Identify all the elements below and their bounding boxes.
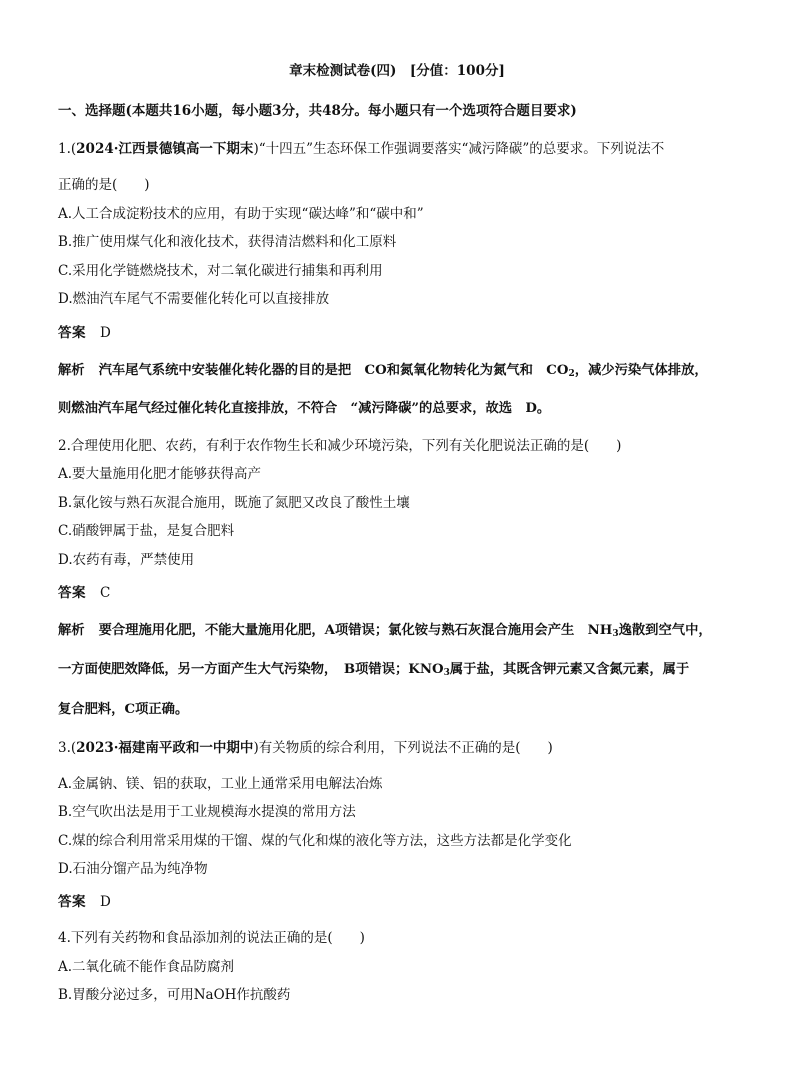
question-1-analysis-line-1 [58,362,708,380]
question-3-option-b: B.空气吹出法是用于工业规模海水提溴的常用方法 [58,804,356,820]
question-3-prefix: 3.( [58,740,77,756]
analysis-text: 一方面使肥效降低，另一方面产生大气污染物， B项错误；KNO [58,662,444,677]
question-1-stem-a: )“十四五”生态环保工作强调要落实“减污降碳”的总要求。下列说法不 [253,141,665,157]
question-2-option-c: C.硝酸钾属于盐，是复合肥料 [58,523,235,539]
question-2-stem: 2.合理使用化肥、农药，有利于农作物生长和减少环境污染，下列有关化肥说法正确的是( ) [58,438,622,454]
question-2-option-d: D.农药有毒，严禁使用 [58,552,195,568]
page-title: 章末检测试卷(四) [分值：100分] [289,63,505,79]
question-2-analysis-line-1 [58,622,712,640]
question-3-stem-rest: )有关物质的综合利用，下列说法不正确的是( ) [253,740,553,756]
analysis-text: 属于盐，其既含钾元素又含氮元素，属于 [449,662,690,677]
question-2-analysis-line-3: 复合肥料，C项正确。 [58,702,189,717]
question-1-option-c: C.采用化学链燃烧技术，对二氧化碳进行捕集和再利用 [58,263,383,279]
subscript: 3 [443,668,450,678]
question-1-stem [58,140,664,158]
analysis-text: 逸散到空气中， [618,623,712,638]
question-3-option-d: D.石油分馏产品为纯净物 [58,861,208,877]
question-4-option-b: B.胃酸分泌过多，可用NaOH作抗酸药 [58,987,291,1003]
question-1-answer [58,324,111,342]
question-1-stem-b: 正确的是( ) [58,177,150,193]
question-1-source: 2024·江西景德镇高一下期末 [76,141,254,157]
question-4-stem: 4.下列有关药物和食品添加剂的说法正确的是( ) [58,930,365,946]
question-1-option-b: B.推广使用煤气化和液化技术，获得清洁燃料和化工原料 [58,234,397,250]
answer-value: C [100,585,111,601]
question-3-option-a: A.金属钠、镁、铝的获取，工业上通常采用电解法冶炼 [58,776,383,792]
question-2-answer [58,584,111,602]
question-1-prefix: 1.( [58,141,77,157]
question-3-option-c: C.煤的综合利用常采用煤的干馏、煤的气化和煤的液化等方法，这些方法都是化学变化 [58,833,572,849]
question-1-option-a: A.人工合成淀粉技术的应用，有助于实现“碳达峰”和“碳中和” [58,206,424,222]
section-heading: 一、选择题(本题共16小题，每小题3分，共48分。每小题只有一个选项符合题目要求) [58,103,577,119]
question-4-option-a: A.二氧化硫不能作食品防腐剂 [58,959,235,975]
answer-label: 答案 [58,585,86,601]
question-3-stem [58,739,553,757]
answer-value: D [100,325,112,341]
analysis-label: 解析 [58,363,85,378]
analysis-text: 汽车尾气系统中安装催化转化器的目的是把 CO和氮氧化物转化为氮气和 CO [98,363,569,378]
question-2-analysis-line-2 [58,661,689,679]
question-1-option-d: D.燃油汽车尾气不需要催化转化可以直接排放 [58,291,330,307]
answer-label: 答案 [58,325,86,341]
question-2-option-b: B.氯化铵与熟石灰混合施用，既施了氮肥又改良了酸性土壤 [58,495,410,511]
question-3-source: 2023·福建南平政和一中期中 [76,740,254,756]
answer-label: 答案 [58,894,86,910]
question-2-option-a: A.要大量施用化肥才能够获得高产 [58,466,262,482]
subscript: 3 [612,629,619,639]
analysis-label: 解析 [58,623,85,638]
analysis-text: 要合理施用化肥，不能大量施用化肥，A项错误；氯化铵与熟石灰混合施用会产生 NH [98,623,613,638]
analysis-text: ，减少污染气体排放， [574,363,708,378]
answer-value: D [100,894,112,910]
question-1-analysis-line-2: 则燃油汽车尾气经过催化转化直接排放，不符合 “减污降碳”的总要求，故选 D。 [58,401,551,416]
subscript: 2 [568,369,575,379]
question-3-answer [58,893,111,911]
